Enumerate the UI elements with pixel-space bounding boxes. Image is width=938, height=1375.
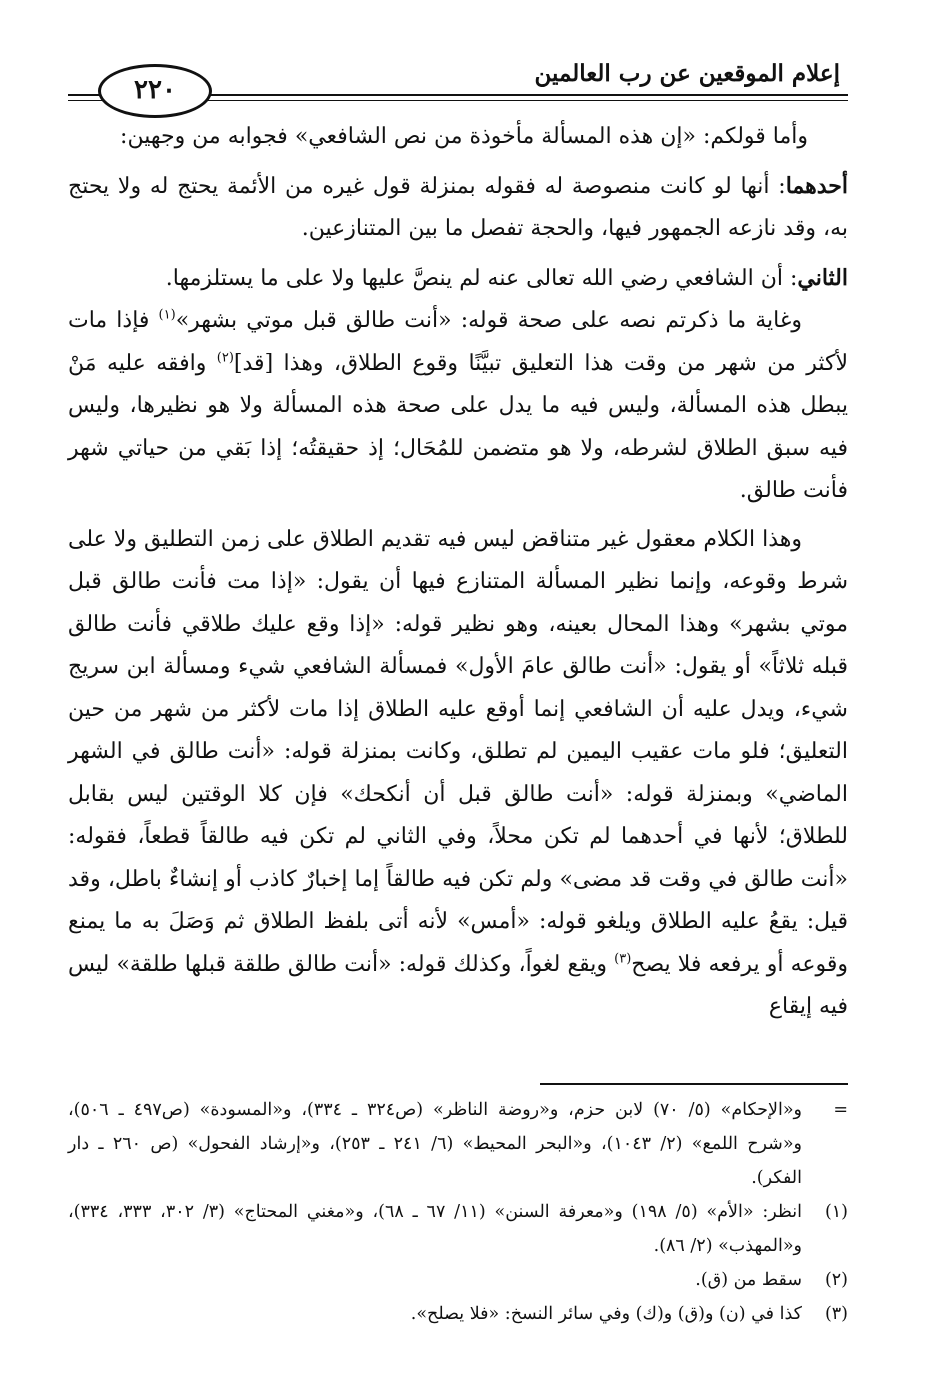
paragraph-lead: الثاني — [797, 264, 848, 291]
paragraph — [68, 165, 848, 251]
footnotes — [68, 1093, 848, 1331]
paragraph — [68, 257, 848, 301]
paragraph-text: وغاية ما ذكرتم نصه على صحة قوله: «أنت طالق قبل موتي بشهر» — [175, 308, 802, 333]
paragraph-text: فإذا مات لأكثر من شهر من وقت هذا التعليق تبيَّنًا وقوع الطلاق، وهذا [قد] — [68, 308, 848, 376]
paragraph-text: : أنها لو كانت منصوصة له فقوله بمنزلة قول غيره من الأئمة يحتج له ولا يحتج به، وقد نازعه الجمهور فيها، والحجة تفصل ما بين المتنازعين. — [68, 173, 848, 241]
page-number: ٢٢٠ — [98, 64, 212, 118]
footnote-text: كذا في (ن) و(ق) و(ك) وفي سائر النسخ: «فلا يصلح». — [410, 1304, 802, 1324]
paragraph-text: ويقع لغواً، وكذلك قوله: «أنت طالق طلقة قبلها طلقة» ليس فيه إيقاع — [68, 951, 848, 1019]
footnote-ref: (٣) — [614, 951, 632, 967]
page-header — [68, 28, 848, 105]
book-page — [68, 0, 848, 1375]
paragraph-text: : أن الشافعي رضي الله تعالى عنه لم ينصَّ عليها ولا على ما يستلزمها. — [165, 265, 798, 291]
footnote-text: و«الإحكام» (٥/ ٧٠) لابن حزم، و«روضة الناظر» (ص٣٢٤ ـ ٣٣٤)، و«المسودة» (ص٤٩٧ ـ ٥٠٦)، و«شرح اللمع» (٢/ ١٠٤٣)، و«البحر المحيط» (٦/ ٢٤١ ـ ٢٥٣)، و«إرشاد الفحول» (ص ٢٦٠ ـ دار الفكر). — [68, 1100, 802, 1188]
paragraph — [68, 300, 848, 513]
footnote-mark: (١) — [824, 1202, 848, 1222]
footnote-text: سقط من (ق). — [695, 1270, 802, 1290]
footnote-ref: (٢) — [216, 350, 234, 366]
footnote — [68, 1195, 848, 1263]
paragraph: وأما قولكم: «إن هذه المسألة مأخوذة من نص الشافعي» فجوابه من وجهين: — [120, 124, 808, 149]
footnote — [68, 1297, 848, 1331]
paragraph-text: وافقه عليه مَنْ يبطل هذه المسألة، وليس فيه ما يدل على صحة هذه المسألة ولا هو نظيرها، وليس فيه سبق الطلاق لشرطه، ولا هو متضمن للمُحَال؛ إذ حقيقتُه؛ إذا بَقي من حياتي شهر فأنت طالق. — [68, 350, 848, 503]
footnote — [68, 1263, 848, 1297]
footnote-mark: (٣) — [824, 1304, 848, 1324]
paragraph-text: وهذا الكلام معقول غير متناقض ليس فيه تقديم الطلاق على زمن التطليق ولا على شرط وقوعه، وإنما نظير المسألة المتنازع فيها أن يقول: «إذا مت فأنت طالق قبل موتي بشهر» وهذا المحال بعينه، وهو نظير قوله: «إذا وقع عليك طلاقي فأنت طالق قبله ثلاثاً» أو يقول: «أنت طالق عامَ الأول» فمسألة الشافعي شيء ومسألة ابن سريج شيء، ويدل عليه أن الشافعي إنما أوقع عليه الطلاق إذا مات لأكثر من شهر من حين التعليق؛ فلو مات عقيب اليمين لم تطلق، وكانت بمنزلة قوله: «أنت طالق في الشهر الماضي» وبمنزلة قوله: «أنت طالق قبل أن أنكحك» فإن كلا الوقتين ليس بقابل للطلاق؛ لأنها في أحدهما لم تكن محلاً، وفي الثاني لم تكن فيه طالقاً قطعاً، فقوله: «أنت طالق في وقت قد مضى» ولم تكن فيه طالقاً إما إخبارٌ كاذب أو إنشاءٌ باطل، وقد قيل: يقعُ عليه الطلاق ويلغو قوله: «أمس» لأنه أتى بلفظ الطلاق ثم وَصَلَ به ما يمنع وقوعه أو يرفعه فلا يصح — [68, 526, 848, 977]
main-text — [68, 116, 848, 1029]
footnote-mark: = — [833, 1100, 848, 1120]
paragraph-lead: أحدهما — [785, 172, 848, 199]
footnote-text: انظر: «الأم» (٥/ ١٩٨) و«معرفة السنن» (١١/ ٦٧ ـ ٦٨)، و«مغني المحتاج» (٣/ ٣٠٢، ٣٣٣، ٣٣٤)، و«المهذب» (٢/ ٨٦). — [68, 1202, 802, 1256]
footnote — [68, 1093, 848, 1195]
footnote-mark: (٢) — [824, 1270, 848, 1290]
footnote-separator — [540, 1083, 848, 1085]
footnote-ref: (١) — [158, 307, 176, 323]
running-head-title: إعلام الموقعين عن رب العالمين — [534, 60, 840, 87]
paragraph — [68, 519, 848, 1029]
